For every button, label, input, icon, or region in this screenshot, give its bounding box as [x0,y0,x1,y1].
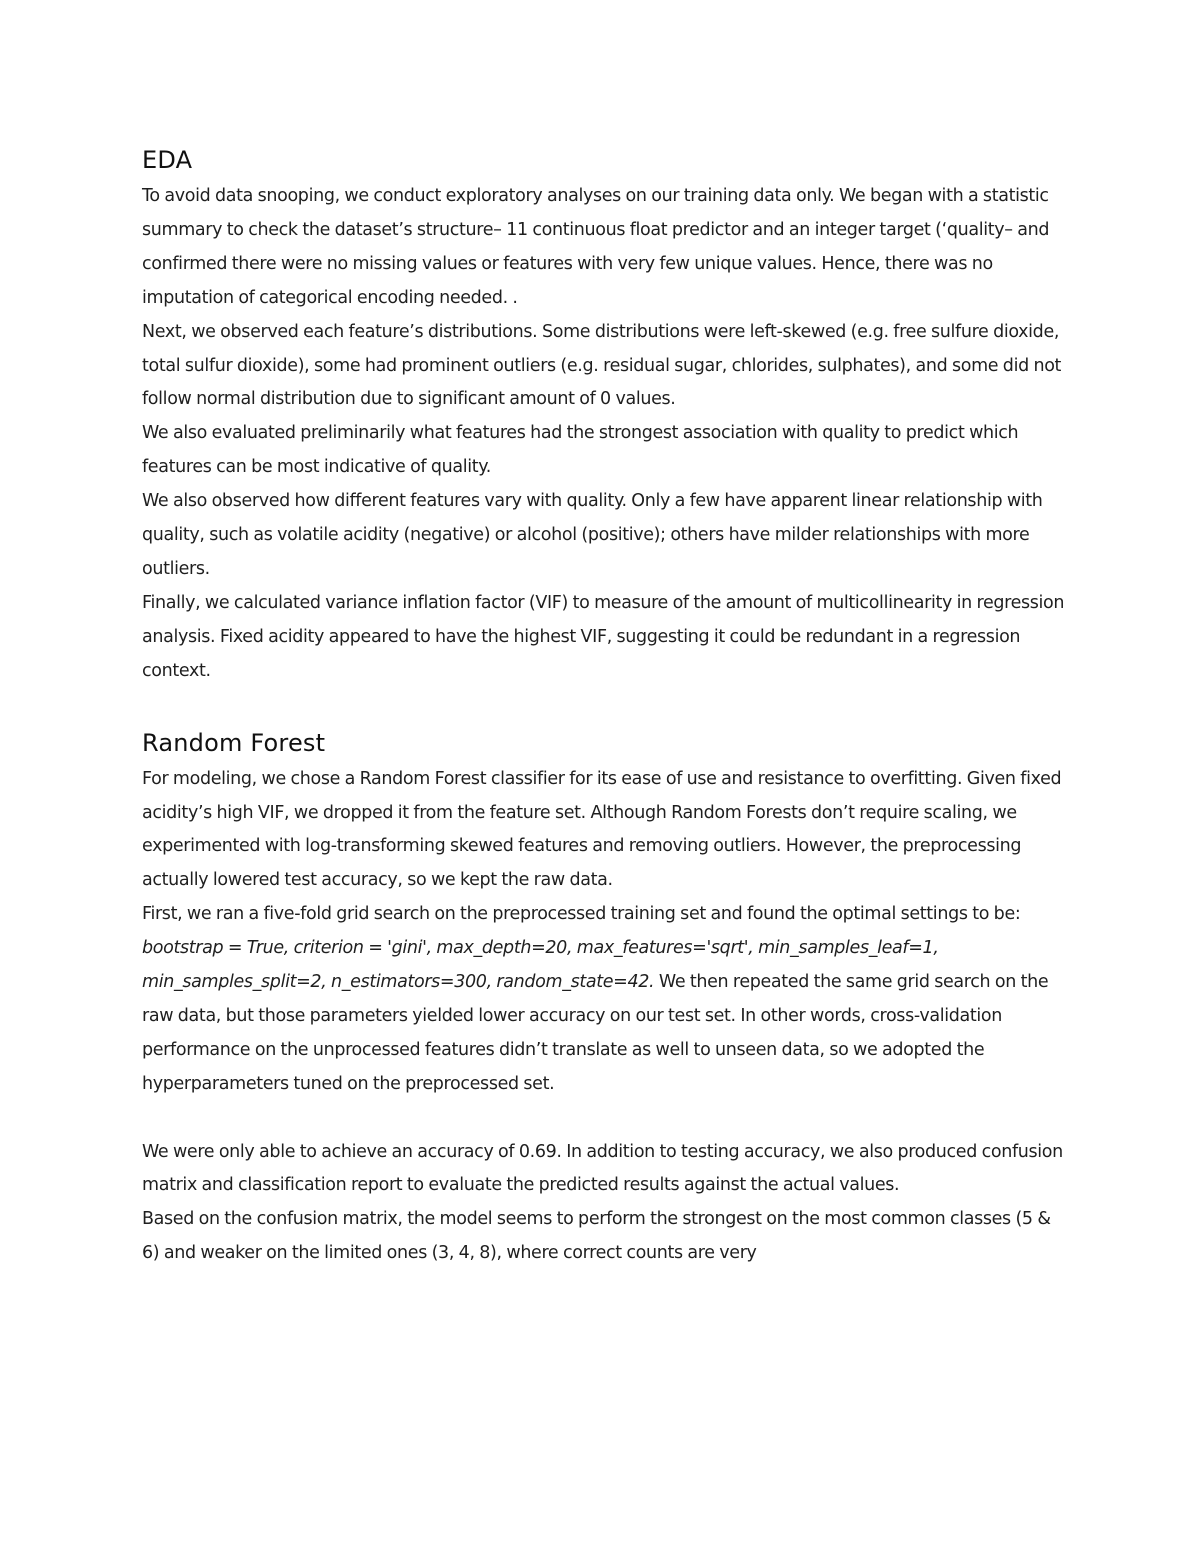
rf-hyperparameters: bootstrap = True, criterion = 'gini', max_depth=20, max_features='sqrt', min_samples_leaf=1, min_samples_split=2, n_estimators=300, random_state=42. [142,938,939,993]
rf-paragraph-3: We were only able to achieve an accuracy of 0.69. In addition to testing accuracy, we also produced confusion matrix and classification report to evaluate the predicted results against the actual values. [142,1141,1063,1196]
rf-paragraph-2-intro: First, we ran a five-fold grid search on the preprocessed training set and found the optimal settings to be: [142,904,1021,925]
rf-paragraph-2-rest: We then repeated the same grid search on the raw data, but those parameters yielded lower accuracy on our test set. In other words, cross-validation performance on the unprocessed features didn’t translate as well to unseen data, so we adopted the hyperparameters tuned on the preprocessed set. [142,972,1049,1094]
eda-paragraph-4: We also observed how different features vary with quality. Only a few have apparent linear relationship with quality, such as volatile acidity (negative) or alcohol (positive); others have milder relationships with more outliers. [142,491,1043,579]
rf-paragraph-1: For modeling, we chose a Random Forest classifier for its ease of use and resistance to overfitting. Given fixed acidity’s high VIF, we dropped it from the feature set. Although Random Forests don’t require scaling, we experimented with log-transforming skewed features and removing outliers. However, the preprocessing actually lowered test accuracy, so we kept the raw data. [142,768,1062,891]
section-spacer [142,689,1072,723]
paragraph-spacer [142,1102,1072,1136]
eda-paragraph-2: Next, we observed each feature’s distributions. Some distributions were left-skewed (e.g. free sulfure dioxide, total sulfur dioxide), some had prominent outliers (e.g. residual sugar, chlorides, sulphates), and some did not follow normal distribution due to significant amount of 0 values. [142,321,1062,410]
eda-paragraph-5: Finally, we calculated variance inflation factor (VIF) to measure of the amount of multicollinearity in regression analysis. Fixed acidity appeared to have the highest VIF, suggesting it could be redundant in a regression context. [142,592,1065,681]
document-page [142,140,1072,1271]
eda-heading: EDA [142,146,193,174]
rf-paragraph-2 [142,898,1072,1101]
random-forest-heading: Random Forest [142,728,326,757]
eda-paragraph-1: To avoid data snooping, we conduct exploratory analyses on our training data only. We began with a statistic summary to check the dataset’s structure– 11 continuous float predictor and an integer target (‘quality– and confirmed there were no missing values or features with very few unique values. Hence, there was no imputation of categorical encoding needed. . [142,186,1050,308]
rf-paragraph-4: Based on the confusion matrix, the model seems to perform the strongest on the most common classes (5 & 6) and weaker on the limited ones (3, 4, 8), where correct counts are very [142,1209,1051,1264]
eda-paragraph-3: We also evaluated preliminarily what features had the strongest association with quality to predict which features can be most indicative of quality. [142,423,1019,478]
